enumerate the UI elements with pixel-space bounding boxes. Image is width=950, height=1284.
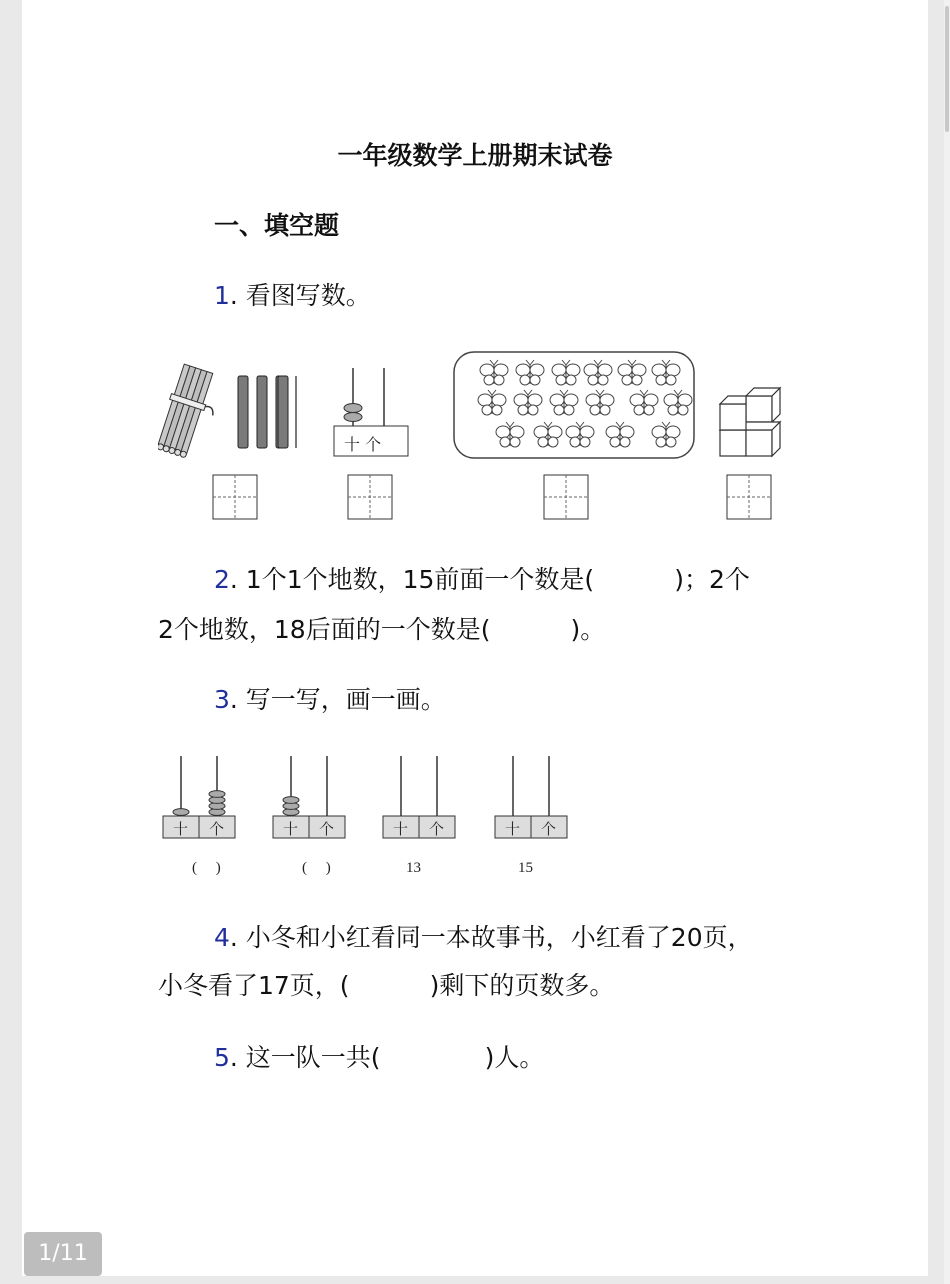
ones-label: 个 <box>541 820 557 838</box>
question-number: 4 <box>214 923 230 952</box>
answer-box-1[interactable] <box>212 474 258 520</box>
question-number: 3 <box>214 685 230 714</box>
question-text: 2个地数，18后面的一个数是( <box>158 615 491 644</box>
butterflies-figure <box>452 350 698 462</box>
abacus-caption: 13 <box>406 860 421 876</box>
question-text: . 看图写数。 <box>229 281 371 310</box>
ones-label: 个 <box>209 820 225 838</box>
stick-bundle-icon <box>158 363 225 458</box>
question-number: 2 <box>214 565 230 594</box>
abacus-figure <box>332 366 412 460</box>
document-title: 一年级数学上册期末试卷 <box>337 141 613 170</box>
single-stick-icon <box>276 374 316 450</box>
abacus-caption: 15 <box>518 860 533 876</box>
question-text: )人。 <box>484 1043 545 1072</box>
abacus <box>272 752 348 842</box>
abacus-place-labels: 十 个 <box>344 435 382 454</box>
question-4-line-2 <box>158 966 614 1002</box>
document-page <box>22 0 928 1276</box>
tens-label: 十 <box>283 820 299 838</box>
answer-box-4[interactable] <box>726 474 772 520</box>
page-indicator: 1/11 <box>24 1232 102 1276</box>
question-5 <box>214 1038 544 1074</box>
abacus <box>382 752 458 842</box>
scrollbar[interactable] <box>944 0 950 1284</box>
abacus-caption[interactable]: ( ) <box>302 860 331 876</box>
question-text: 小冬看了17页，( <box>158 971 350 1000</box>
question-number: 5 <box>214 1043 230 1072</box>
abacus <box>162 752 238 842</box>
question-2 <box>214 560 750 596</box>
scrollbar-thumb[interactable] <box>945 6 949 132</box>
cubes-figure <box>716 386 790 460</box>
answer-box-3[interactable] <box>543 474 589 520</box>
abacus-caption[interactable]: ( ) <box>192 860 221 876</box>
question-text: )。 <box>570 615 606 644</box>
question-4 <box>214 918 753 954</box>
question-1 <box>214 276 371 312</box>
question-text: . 这一队一共( <box>229 1043 381 1072</box>
section-heading: 一、填空题 <box>214 211 340 240</box>
question-text: . 写一写，画一画。 <box>229 685 446 714</box>
question-text: . 小冬和小红看同一本故事书，小红看了20页， <box>229 923 753 952</box>
question-text: )；2个 <box>674 565 750 594</box>
tens-label: 十 <box>173 820 189 838</box>
question-3 <box>214 680 446 716</box>
question-text: )剩下的页数多。 <box>429 971 615 1000</box>
question-2-line-2 <box>158 610 605 646</box>
tens-label: 十 <box>393 820 409 838</box>
tens-label: 十 <box>505 820 521 838</box>
answer-box-2[interactable] <box>347 474 393 520</box>
ones-label: 个 <box>319 820 335 838</box>
abacus <box>494 752 570 842</box>
question-number: 1 <box>214 281 230 310</box>
question-text: . 1个1个地数，15前面一个数是( <box>229 565 595 594</box>
ones-label: 个 <box>429 820 445 838</box>
